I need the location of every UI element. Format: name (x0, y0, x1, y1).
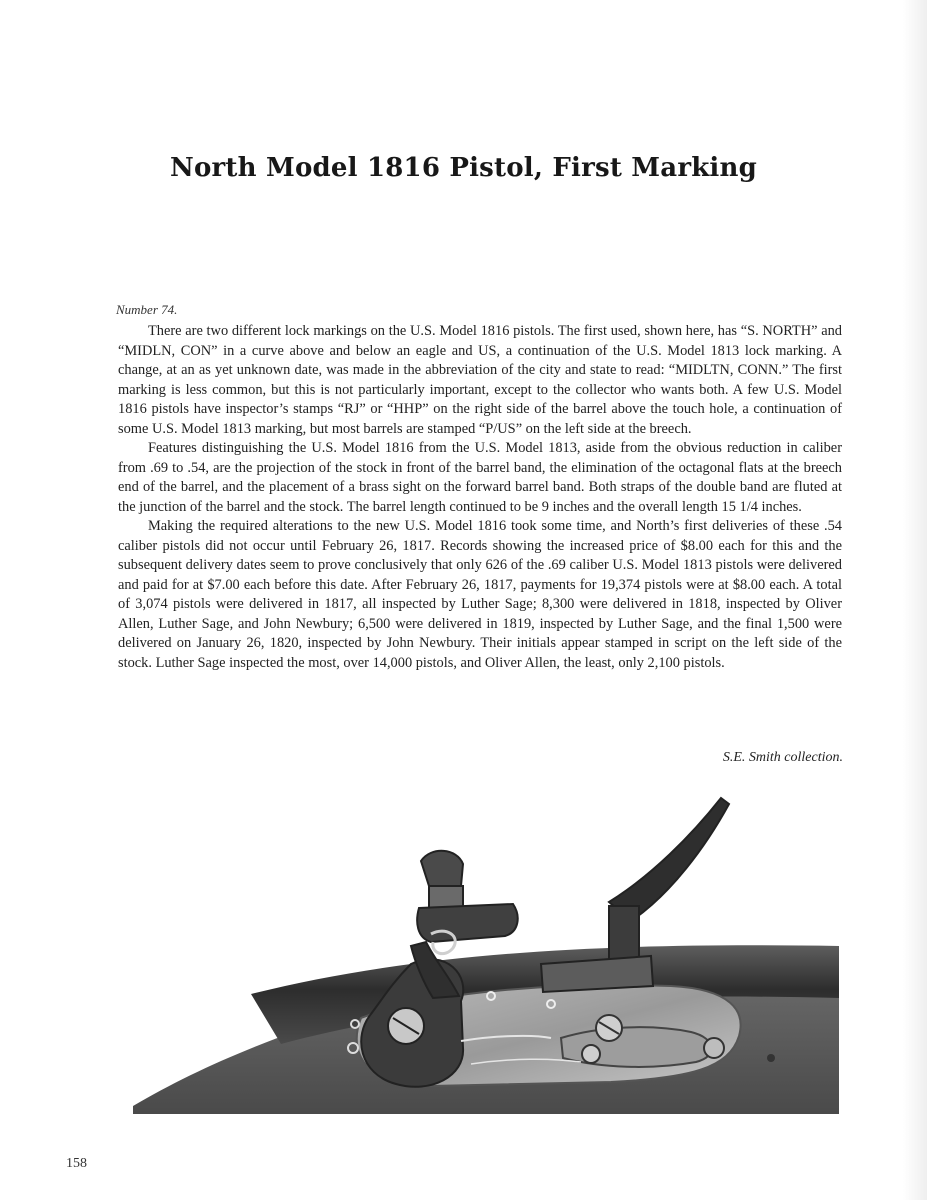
article-body (118, 322, 842, 673)
paragraph-3: Making the required alterations to the new U.S. Model 1816 took some time, and North’s first deliveries of these .54 caliber pistols did not occur until February 26, 1817. Records showing the increased price of $8.00 each for this and the subsequent delivery dates seem to prove conclusively that only 626 of the .69 caliber U.S. Model 1813 pistols were delivered and paid for at $7.00 each before this date. After February 26, 1817, payments for 19,374 pistols were at $8.00 each. A total of 3,074 pistols were delivered in 1817, all inspected by Luther Sage; 8,300 were delivered in 1818, inspected by Oliver Allen, Luther Sage, and John Newbury; 6,500 were delivered in 1819, inspected by Luther Sage, and the final 1,500 were delivered on January 26, 1820, inspected by John Newbury. Their initials appear stamped in script on the left side of the stock. Luther Sage inspected the most, over 14,000 pistols, and Oliver Allen, the least, only 2,100 pistols. (118, 518, 842, 671)
flintlock-lock-photo (131, 786, 839, 1114)
paragraph-1: There are two different lock markings on the U.S. Model 1816 pistols. The first used, shown here, has “S. NORTH” and “MIDLN, CON” in a curve above and below an eagle and US, a continuation of the U.S. Model 1813 lock marking. A change, at an as yet unknown date, was made in the abbreviation of the city and state to read: “MIDLTN, CONN.” The first marking is less common, but this is not particularly important, except to the collector who wants both. A few U.S. Model 1816 pistols have inspector’s stamps “RJ” or “HHP” on the right side of the barrel above the touch hole, a continuation of some U.S. Model 1813 marking, but most barrels are stamped “P/US” on the left side at the breech. (118, 323, 842, 437)
paragraph-2: Features distinguishing the U.S. Model 1816 from the U.S. Model 1813, aside from the obvious reduction in caliber from .69 to .54, are the projection of the stock in front of the barrel band, the elimination of the octagonal flats at the breech end of the barrel, and the placement of a brass sight on the forward barrel band. Both straps of the double band are fluted at the junction of the barrel and the stock. The barrel length continued to be 9 inches and the overall length 15 1/4 inches. (118, 440, 842, 515)
photo-credit: S.E. Smith collection. (722, 750, 843, 765)
page-title: North Model 1816 Pistol, First Marking (170, 153, 757, 183)
item-number: Number 74. (116, 302, 178, 317)
page-edge-shadow (903, 0, 927, 1200)
page-number: 158 (66, 1156, 87, 1171)
